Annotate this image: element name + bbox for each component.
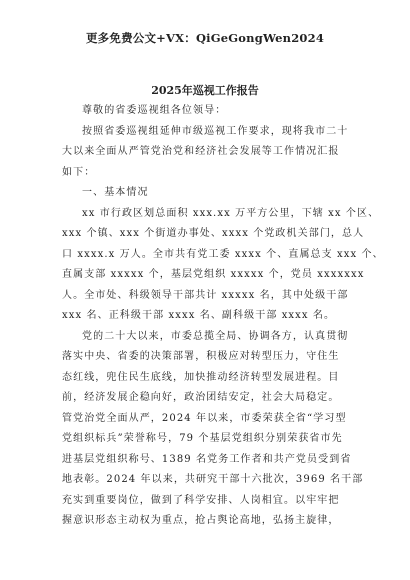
body-line: 如下：: [62, 166, 96, 178]
body-line: 尊敬的省委巡视组各位领导：: [82, 105, 227, 116]
page-header: 更多免费公文+VX：QiGeGongWen2024: [85, 31, 325, 45]
body-line: xxx 名、正科级干部 xxxx 名、副科级干部 xxxx 名。: [62, 310, 336, 321]
body-line: xx 市行政区划总面积 xxx.xx 万平方公里，下辖 xx 个区、: [82, 207, 380, 219]
body-line: 一、基本情况: [82, 187, 149, 198]
body-line: 进基层党组织称号、1389 名党务工作者和共产党员受到省: [62, 453, 352, 465]
body-line: 人。全市处、科级领导干部共计 xxxxx 名，其中处级干部: [62, 289, 349, 301]
document-title: 2025年巡视工作报告: [151, 84, 259, 97]
body-line: 前，经济发展企稳向好，政治团结安定，社会大局稳定。: [62, 392, 340, 403]
document-body: [62, 101, 384, 532]
body-line: 口 xxxx.x 万人。全市共有党工委 xxxx 个、直属总支 xxx 个、: [62, 248, 384, 260]
body-line: 态红线，兜住民生底线，加快推动经济转型发展进程。目: [62, 371, 340, 383]
body-line: 党的二十大以来，市委总揽全局、协调各方，认真贯彻: [82, 330, 349, 342]
body-line: 充实到重要岗位，做到了科学安排、人岗相宜。以牢牢把: [62, 494, 340, 506]
body-line: 党组织标兵”荣誉称号，79 个基层党组织分别荣获省市先: [62, 433, 343, 444]
body-line: 按照省委巡视组延伸市级巡视工作要求，现将我市二十: [82, 125, 349, 137]
body-line: 握意识形态主动权为重点，抢占舆论高地，弘扬主旋律，: [62, 515, 340, 526]
body-line: 大以来全面从严管党治党和经济社会发展等工作情况汇报: [62, 146, 340, 157]
body-line: 落实中央、省委的决策部署，积极应对转型压力，守住生: [62, 351, 340, 362]
body-line: 管党治党全面从严，2024 年以来，市委荣获全省“学习型: [62, 412, 347, 424]
body-line: xxx 个镇、xxx 个街道办事处、xxxx 个党政机关部门，总人: [62, 228, 365, 239]
body-line: 地表彰。2024 年以来，共研究干部十六批次，3969 名干部: [62, 474, 364, 485]
body-line: 直属支部 xxxxx 个，基层党组织 xxxxx 个，党员 xxxxxxx: [62, 269, 365, 280]
